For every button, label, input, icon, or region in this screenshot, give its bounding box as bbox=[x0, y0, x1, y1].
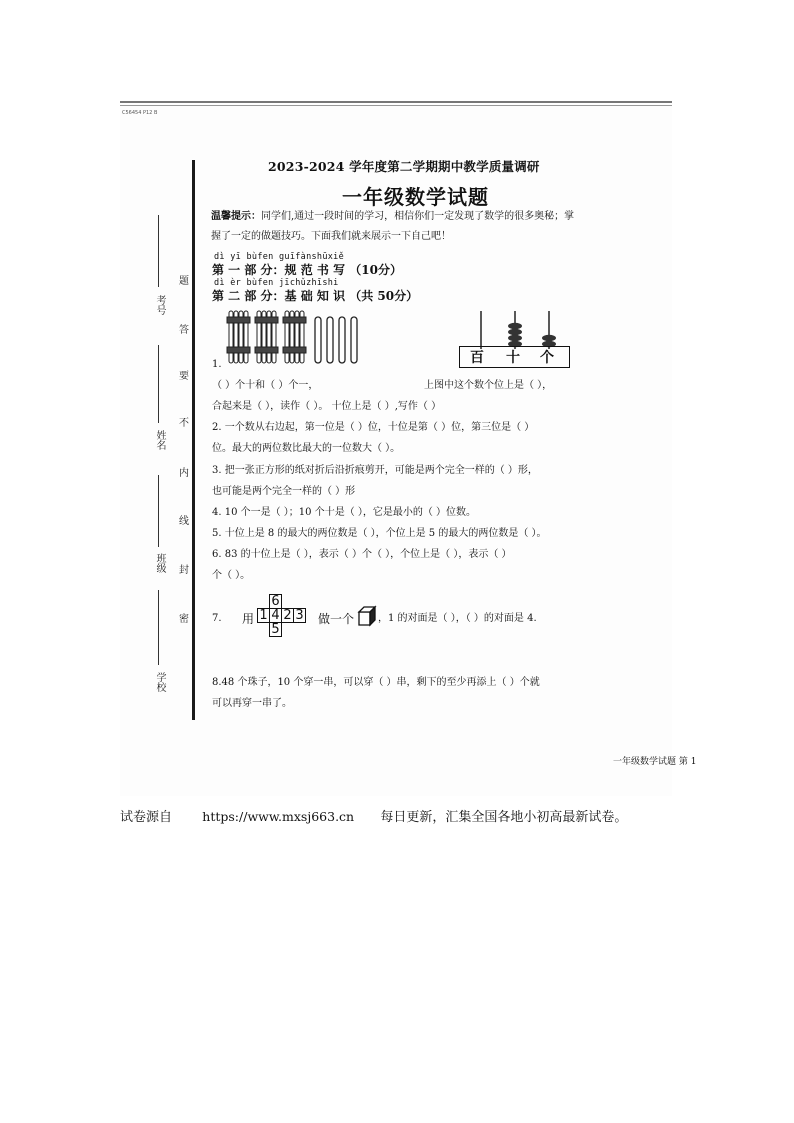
cube-net-face: 4 bbox=[271, 608, 280, 623]
question-6-line-2: 个（ ）。 bbox=[212, 570, 251, 581]
seal-char: 不 bbox=[179, 418, 189, 429]
question-5: 5. 十位上是 8 的最大的两位数是（ ），个位上是 5 的最大的两位数是（ ）。 bbox=[212, 528, 547, 539]
top-border-line bbox=[120, 101, 672, 103]
header-code: C56454 P12 B bbox=[122, 110, 158, 116]
school-underline bbox=[158, 590, 159, 665]
tip-label: 温馨提示： bbox=[211, 211, 261, 222]
tip-text-1: 同学们,通过一段时间的学习，相信你们一定发现了数学的很多奥秘；掌 bbox=[261, 211, 575, 222]
seal-char: 线 bbox=[179, 516, 189, 527]
question-1-line-2: 合起来是（ ），读作（ ）。 十位上是（ ）,写作（ ） bbox=[212, 401, 442, 412]
question-7-use: 用 bbox=[242, 612, 255, 626]
cube-net-face: 1 bbox=[259, 608, 268, 623]
abacus-beads-tens bbox=[508, 323, 522, 347]
top-border-line-thin bbox=[120, 105, 672, 106]
question-2-line-2: 位。最大的两位数比最大的一位数大（ ）。 bbox=[212, 443, 401, 454]
abacus-label-ones: 个 bbox=[540, 350, 554, 366]
stick-bundle-2 bbox=[255, 311, 278, 363]
seal-char: 答 bbox=[179, 325, 189, 336]
class-underline bbox=[158, 475, 159, 547]
name-underline bbox=[158, 345, 159, 423]
page-footer: 一年级数学试题 第 1 bbox=[613, 757, 697, 767]
question-4: 4. 10 个一是（ ）；10 个十是（ ），它是最小的（ ）位数。 bbox=[212, 507, 477, 518]
abacus-rods bbox=[462, 309, 567, 349]
cube-net-face: 3 bbox=[295, 608, 304, 623]
binding-line bbox=[192, 160, 195, 720]
stick-bundle-3 bbox=[283, 311, 306, 363]
class-label: 班级 bbox=[154, 553, 165, 573]
cube-net bbox=[257, 594, 306, 637]
question-3-line-2: 也可能是两个完全一样的（ ）形 bbox=[212, 486, 356, 497]
source-url-link[interactable]: https://www.mxsj663.cn bbox=[202, 809, 355, 824]
exam-no-label: 考号 bbox=[154, 295, 165, 315]
tip-line-1 bbox=[211, 210, 574, 224]
seal-char: 题 bbox=[179, 276, 189, 287]
cube-net-face: 2 bbox=[283, 608, 292, 623]
question-7-make: 做一个 bbox=[318, 612, 355, 626]
question-6-line-1: 6. 83 的十位上是（ ），表示（ ）个（ ），个位上是（ ），表示（ ） bbox=[212, 549, 512, 560]
seal-char: 要 bbox=[179, 371, 189, 382]
seal-char: 密 bbox=[179, 614, 189, 625]
cube-net-face-bottom: 5 bbox=[271, 622, 280, 637]
cube-net-face-top: 6 bbox=[271, 594, 280, 609]
question-2-line-1: 2. 一个数从右边起，第一位是（ ）位，十位是第（ ）位，第三位是（ ） bbox=[212, 422, 535, 433]
abacus-base bbox=[459, 346, 570, 368]
part2-heading: 第 二 部 分：基 础 知 识 （共 50分） bbox=[212, 289, 419, 303]
source-line bbox=[120, 806, 627, 825]
stick-bundle-1 bbox=[227, 311, 250, 363]
exam-title: 2023-2024 学年度第二学期期中教学质量调研 bbox=[268, 159, 540, 174]
seal-char: 内 bbox=[179, 468, 189, 479]
question-1-number: 1. bbox=[212, 359, 222, 370]
question-7-number: 7. bbox=[212, 613, 222, 624]
school-label: 学校 bbox=[154, 672, 165, 692]
part2-pinyin: dì èr bùfen jīchǔzhīshi bbox=[214, 278, 339, 288]
exam-no-underline bbox=[158, 215, 159, 287]
cube-icon bbox=[357, 605, 377, 627]
question-1-line-1b: 上图中这个数个位上是（ ）， bbox=[424, 380, 553, 391]
stick-bundles-illustration bbox=[226, 309, 366, 367]
question-3-line-1: 3. 把一张正方形的纸对折后沿折痕剪开，可能是两个完全一样的（ ）形， bbox=[212, 465, 538, 476]
question-8-line-1: 8.48 个珠子，10 个穿一串，可以穿（ ）串，剩下的至少再添上（ ）个就 bbox=[212, 677, 540, 688]
tip-line-2: 握了一定的做题技巧。下面我们就来展示一下自己吧！ bbox=[211, 231, 451, 242]
name-label: 姓名 bbox=[154, 430, 165, 450]
abacus-label-hundreds: 百 bbox=[470, 350, 484, 366]
seal-char: 封 bbox=[179, 565, 189, 576]
part1-heading: 第 一 部 分：规 范 书 写 （10分） bbox=[212, 263, 402, 277]
abacus-label-tens: 十 bbox=[506, 350, 520, 366]
part1-pinyin: dì yī bùfen guīfànshūxiě bbox=[214, 252, 345, 262]
question-1-line-1: （ ）个十和（ ）个一， bbox=[212, 380, 319, 391]
source-note: 每日更新，汇集全国各地小初高最新试卷。 bbox=[380, 810, 628, 825]
question-8-line-2: 可以再穿一串了。 bbox=[212, 698, 292, 709]
source-label: 试卷源自 bbox=[120, 810, 173, 825]
exam-subtitle: 一年级数学试题 bbox=[342, 185, 489, 209]
single-sticks bbox=[315, 317, 357, 363]
question-7-rest: ，1 的对面是（ ），（ ）的对面是 4. bbox=[378, 613, 537, 624]
